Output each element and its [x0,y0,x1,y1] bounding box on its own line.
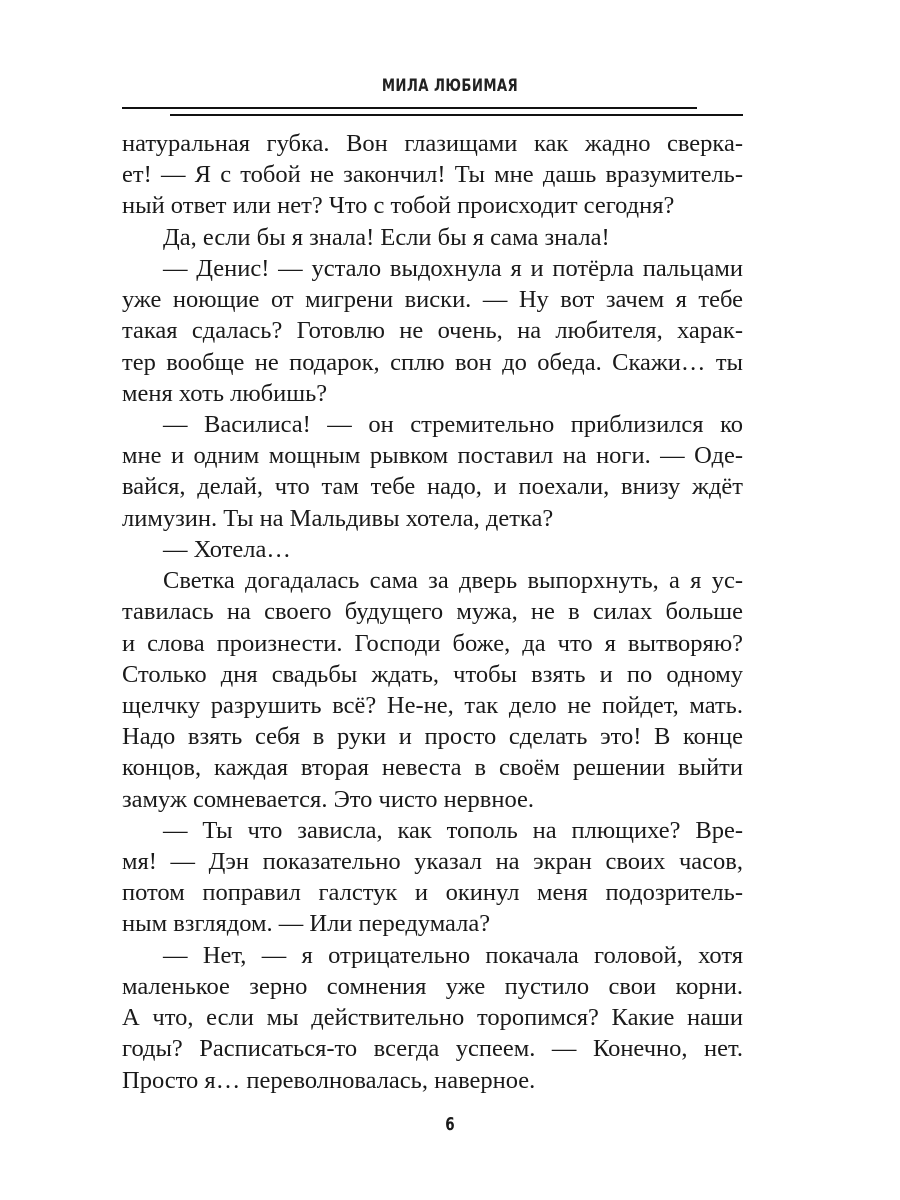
text-line: лимузин. Ты на Мальдивы хотела, детка? [122,504,554,532]
running-title: МИЛА ЛЮБИМАЯ [381,76,519,96]
text-line: Надо взять себя в руки и просто сделать это! В конце [122,723,743,751]
header-rule-bottom [170,114,743,116]
text-line: — Нет, — я отрицательно покачала головой, хотя [163,941,743,969]
paragraph [122,222,743,253]
text-line: ет! — Я с тобой не закончил! Ты мне дашь вразумитель- [122,161,743,189]
text-line: Светка догадалась сама за дверь выпорхнуть, а я ус- [163,567,743,595]
text-line: мя! — Дэн показательно указал на экран своих часов, [122,848,743,876]
text-line: натуральная губка. Вон глазищами как жадно сверка- [122,130,743,157]
text-line: Да, если бы я знала! Если бы я сама знала! [163,223,610,251]
text-line: А что, если мы действительно торопимся? Какие наши [122,1004,743,1032]
text-line: и слова произнести. Господи боже, да что я вытворяю? [122,629,743,657]
paragraph [122,253,743,409]
paragraph [122,128,743,222]
text-line: щелчку разрушить всё? Не-не, так дело не пойдет, мать. [122,691,743,719]
text-line: годы? Расписаться-то всегда успеем. — Конечно, нет. [122,1035,743,1063]
paragraph [122,940,743,1096]
text-line: замуж сомневается. Это чисто нервное. [122,785,535,813]
text-line: — Ты что зависла, как тополь на плющихе? Вре- [163,816,743,844]
text-line: уже ноющие от мигрени виски. — Ну вот зачем я тебе [122,286,743,314]
paragraph [122,565,743,815]
text-line: вайся, делай, что там тебе надо, и поехали, внизу ждёт [122,473,743,501]
header-rule-top [122,107,697,109]
text-line: — Василиса! — он стремительно приблизился ко [163,410,743,438]
text-line: потом поправил галстук и окинул меня подозритель- [122,879,743,907]
text-line: — Денис! — устало выдохнула я и потёрла пальцами [163,254,743,282]
text-line: Столько дня свадьбы ждать, чтобы взять и по одному [122,660,743,688]
text-line: меня хоть любишь? [122,379,328,407]
text-line: маленькое зерно сомнения уже пустило свои корни. [122,972,743,1000]
text-line: тер вообще не подарок, сплю вон до обеда. Скажи… ты [122,348,743,376]
text-line: мне и одним мощным рывком поставил на ноги. — Оде- [122,442,743,470]
text-line: ный ответ или нет? Что с тобой происходит сегодня? [122,192,675,220]
text-line: — Хотела… [163,535,291,563]
text-line: концов, каждая вторая невеста в своём решении выйти [122,754,743,782]
paragraph [122,534,743,565]
text-line: Просто я… переволновалась, наверное. [122,1066,536,1094]
text-line: такая сдалась? Готовлю не очень, на любителя, харак- [122,317,743,345]
paragraph [122,815,743,940]
body-text [122,128,743,1096]
text-line: тавилась на своего будущего мужа, не в силах больше [122,598,743,626]
paragraph [122,409,743,534]
text-line: ным взглядом. — Или передумала? [122,910,491,938]
page-number: 6 [445,1114,455,1135]
